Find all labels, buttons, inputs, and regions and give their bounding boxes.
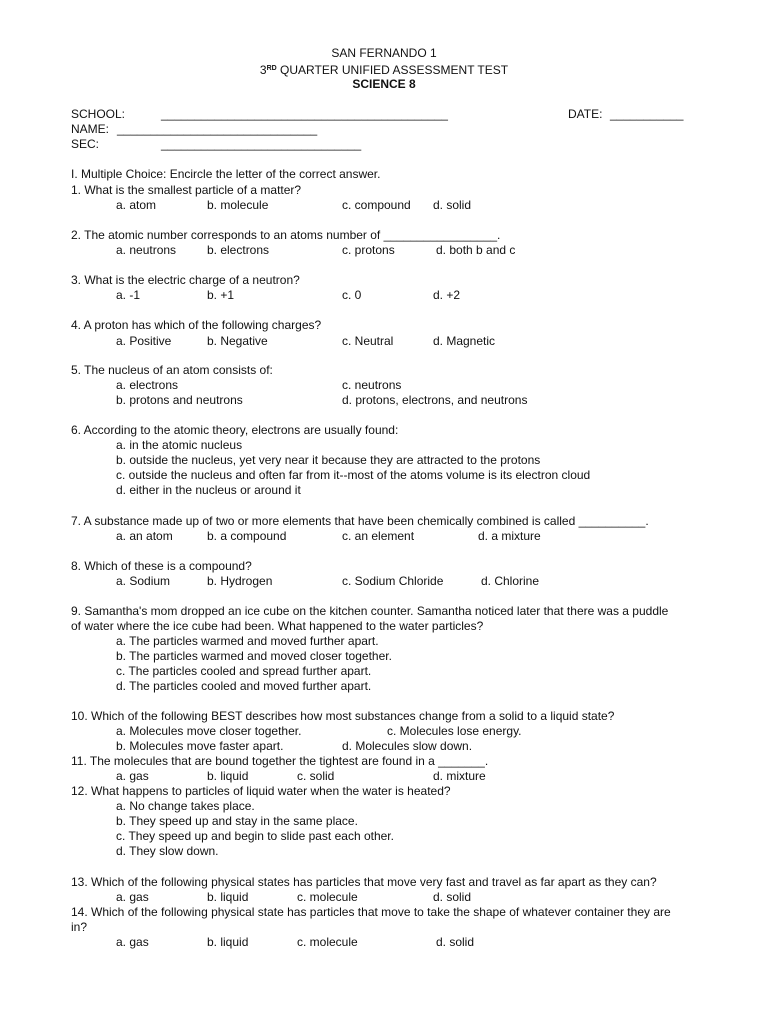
choice-5a[interactable]: a. electrons (116, 378, 179, 392)
choice-14a[interactable]: a. gas (116, 935, 149, 949)
choice-12b[interactable]: b. They speed up and stay in the same place. (116, 814, 358, 828)
choice-2c[interactable]: c. protons (342, 243, 395, 257)
question-2: 2. The atomic number corresponds to an atoms number of _________________. (71, 228, 501, 242)
choice-3b[interactable]: b. +1 (207, 288, 235, 302)
school-label: SCHOOL: (71, 107, 126, 121)
choice-8d[interactable]: d. Chlorine (481, 574, 540, 588)
quarter-suffix: RD (266, 65, 277, 72)
choice-2b[interactable]: b. electrons (207, 243, 270, 257)
choice-2d[interactable]: d. both b and c (436, 243, 516, 257)
choice-10c[interactable]: c. Molecules lose energy. (387, 724, 522, 738)
question-4: 4. A proton has which of the following charges? (71, 318, 322, 332)
choice-11a[interactable]: a. gas (116, 769, 149, 783)
choice-12d[interactable]: d. They slow down. (116, 844, 219, 858)
choice-3a[interactable]: a. -1 (116, 288, 141, 302)
choice-7d[interactable]: d. a mixture (478, 529, 541, 543)
choice-13a[interactable]: a. gas (116, 890, 149, 904)
choice-9d[interactable]: d. The particles cooled and moved further apart. (116, 679, 372, 693)
choice-7b[interactable]: b. a compound (207, 529, 287, 543)
question-12: 12. What happens to particles of liquid water when the water is heated? (71, 784, 451, 798)
question-5: 5. The nucleus of an atom consists of: (71, 363, 273, 377)
choice-2a[interactable]: a. neutrons (116, 243, 177, 257)
choice-5c[interactable]: c. neutrons (342, 378, 402, 392)
sec-field[interactable]: ______________________________ (161, 137, 362, 151)
quarter-ordinal: 3 (259, 63, 267, 77)
choice-4d[interactable]: d. Magnetic (433, 334, 496, 348)
choice-8c[interactable]: c. Sodium Chloride (342, 574, 444, 588)
question-14-cont: in? (71, 920, 88, 934)
name-field[interactable]: ______________________________ (117, 122, 318, 136)
date-label: DATE: (568, 107, 603, 121)
question-10: 10. Which of the following BEST describes how most substances change from a solid to a liquid state? (71, 709, 615, 723)
name-label: NAME: (71, 122, 110, 136)
choice-9a[interactable]: a. The particles warmed and moved further apart. (116, 634, 379, 648)
choice-4c[interactable]: c. Neutral (342, 334, 394, 348)
question-3: 3. What is the electric charge of a neutron? (71, 273, 300, 287)
choice-4b[interactable]: b. Negative (207, 334, 268, 348)
choice-1b[interactable]: b. molecule (207, 198, 269, 212)
question-14: 14. Which of the following physical state has particles that move to take the shape of whatever container they are (71, 905, 671, 919)
question-9: 9. Samantha's mom dropped an ice cube on the kitchen counter. Samantha noticed later that there was a puddle (71, 604, 669, 618)
choice-12a[interactable]: a. No change takes place. (116, 799, 255, 813)
date-field[interactable]: ___________ (610, 107, 684, 121)
choice-13b[interactable]: b. liquid (207, 890, 249, 904)
choice-1d[interactable]: d. solid (433, 198, 472, 212)
choice-6d[interactable]: d. either in the nucleus or around it (116, 483, 301, 497)
question-6: 6. According to the atomic theory, electrons are usually found: (71, 423, 399, 437)
choice-14b[interactable]: b. liquid (207, 935, 249, 949)
choice-10b[interactable]: b. Molecules move faster apart. (116, 739, 284, 753)
choice-13d[interactable]: d. solid (433, 890, 472, 904)
question-9-cont: of water where the ice cube had been. What happened to the water particles? (71, 619, 484, 633)
school-field[interactable]: ___________________________________________ (161, 107, 448, 121)
choice-11d[interactable]: d. mixture (433, 769, 486, 783)
question-1: 1. What is the smallest particle of a matter? (71, 183, 302, 197)
choice-9b[interactable]: b. The particles warmed and moved closer together. (116, 649, 392, 663)
choice-6a[interactable]: a. in the atomic nucleus (116, 438, 243, 452)
choice-8a[interactable]: a. Sodium (116, 574, 171, 588)
choice-3d[interactable]: d. +2 (433, 288, 461, 302)
choice-4a[interactable]: a. Positive (116, 334, 172, 348)
subject-heading: SCIENCE 8 (352, 77, 416, 91)
choice-7c[interactable]: c. an element (342, 529, 415, 543)
question-13: 13. Which of the following physical states has particles that move very fast and travel as far apart as they can? (71, 875, 657, 889)
choice-9c[interactable]: c. The particles cooled and spread further apart. (116, 664, 372, 678)
choice-14c[interactable]: c. molecule (297, 935, 358, 949)
choice-7a[interactable]: a. an atom (116, 529, 173, 543)
choice-5d[interactable]: d. protons, electrons, and neutrons (342, 393, 528, 407)
choice-1c[interactable]: c. compound (342, 198, 411, 212)
choice-10a[interactable]: a. Molecules move closer together. (116, 724, 302, 738)
sec-label: SEC: (71, 137, 100, 151)
school-name-heading: SAN FERNANDO 1 (331, 46, 437, 60)
choice-3c[interactable]: c. 0 (342, 288, 362, 302)
question-11: 11. The molecules that are bound together the tightest are found in a _______. (71, 754, 489, 768)
choice-5b[interactable]: b. protons and neutrons (116, 393, 243, 407)
choice-12c[interactable]: c. They speed up and begin to slide past each other. (116, 829, 394, 843)
choice-1a[interactable]: a. atom (116, 198, 157, 212)
test-title: QUARTER UNIFIED ASSESSMENT TEST (280, 63, 509, 77)
choice-6b[interactable]: b. outside the nucleus, yet very near it because they are attracted to the protons (116, 453, 541, 467)
choice-11b[interactable]: b. liquid (207, 769, 249, 783)
choice-14d[interactable]: d. solid (436, 935, 475, 949)
choice-6c[interactable]: c. outside the nucleus and often far from it--most of the atoms volume is its electron cloud (116, 468, 591, 482)
choice-10d[interactable]: d. Molecules slow down. (342, 739, 473, 753)
question-8: 8. Which of these is a compound? (71, 559, 252, 573)
instructions: I. Multiple Choice: Encircle the letter of the correct answer. (71, 167, 381, 181)
choice-13c[interactable]: c. molecule (297, 890, 358, 904)
choice-11c[interactable]: c. solid (297, 769, 335, 783)
question-7: 7. A substance made up of two or more elements that have been chemically combined is called __________. (71, 514, 649, 528)
choice-8b[interactable]: b. Hydrogen (207, 574, 273, 588)
test-title-heading (0, 61, 768, 78)
